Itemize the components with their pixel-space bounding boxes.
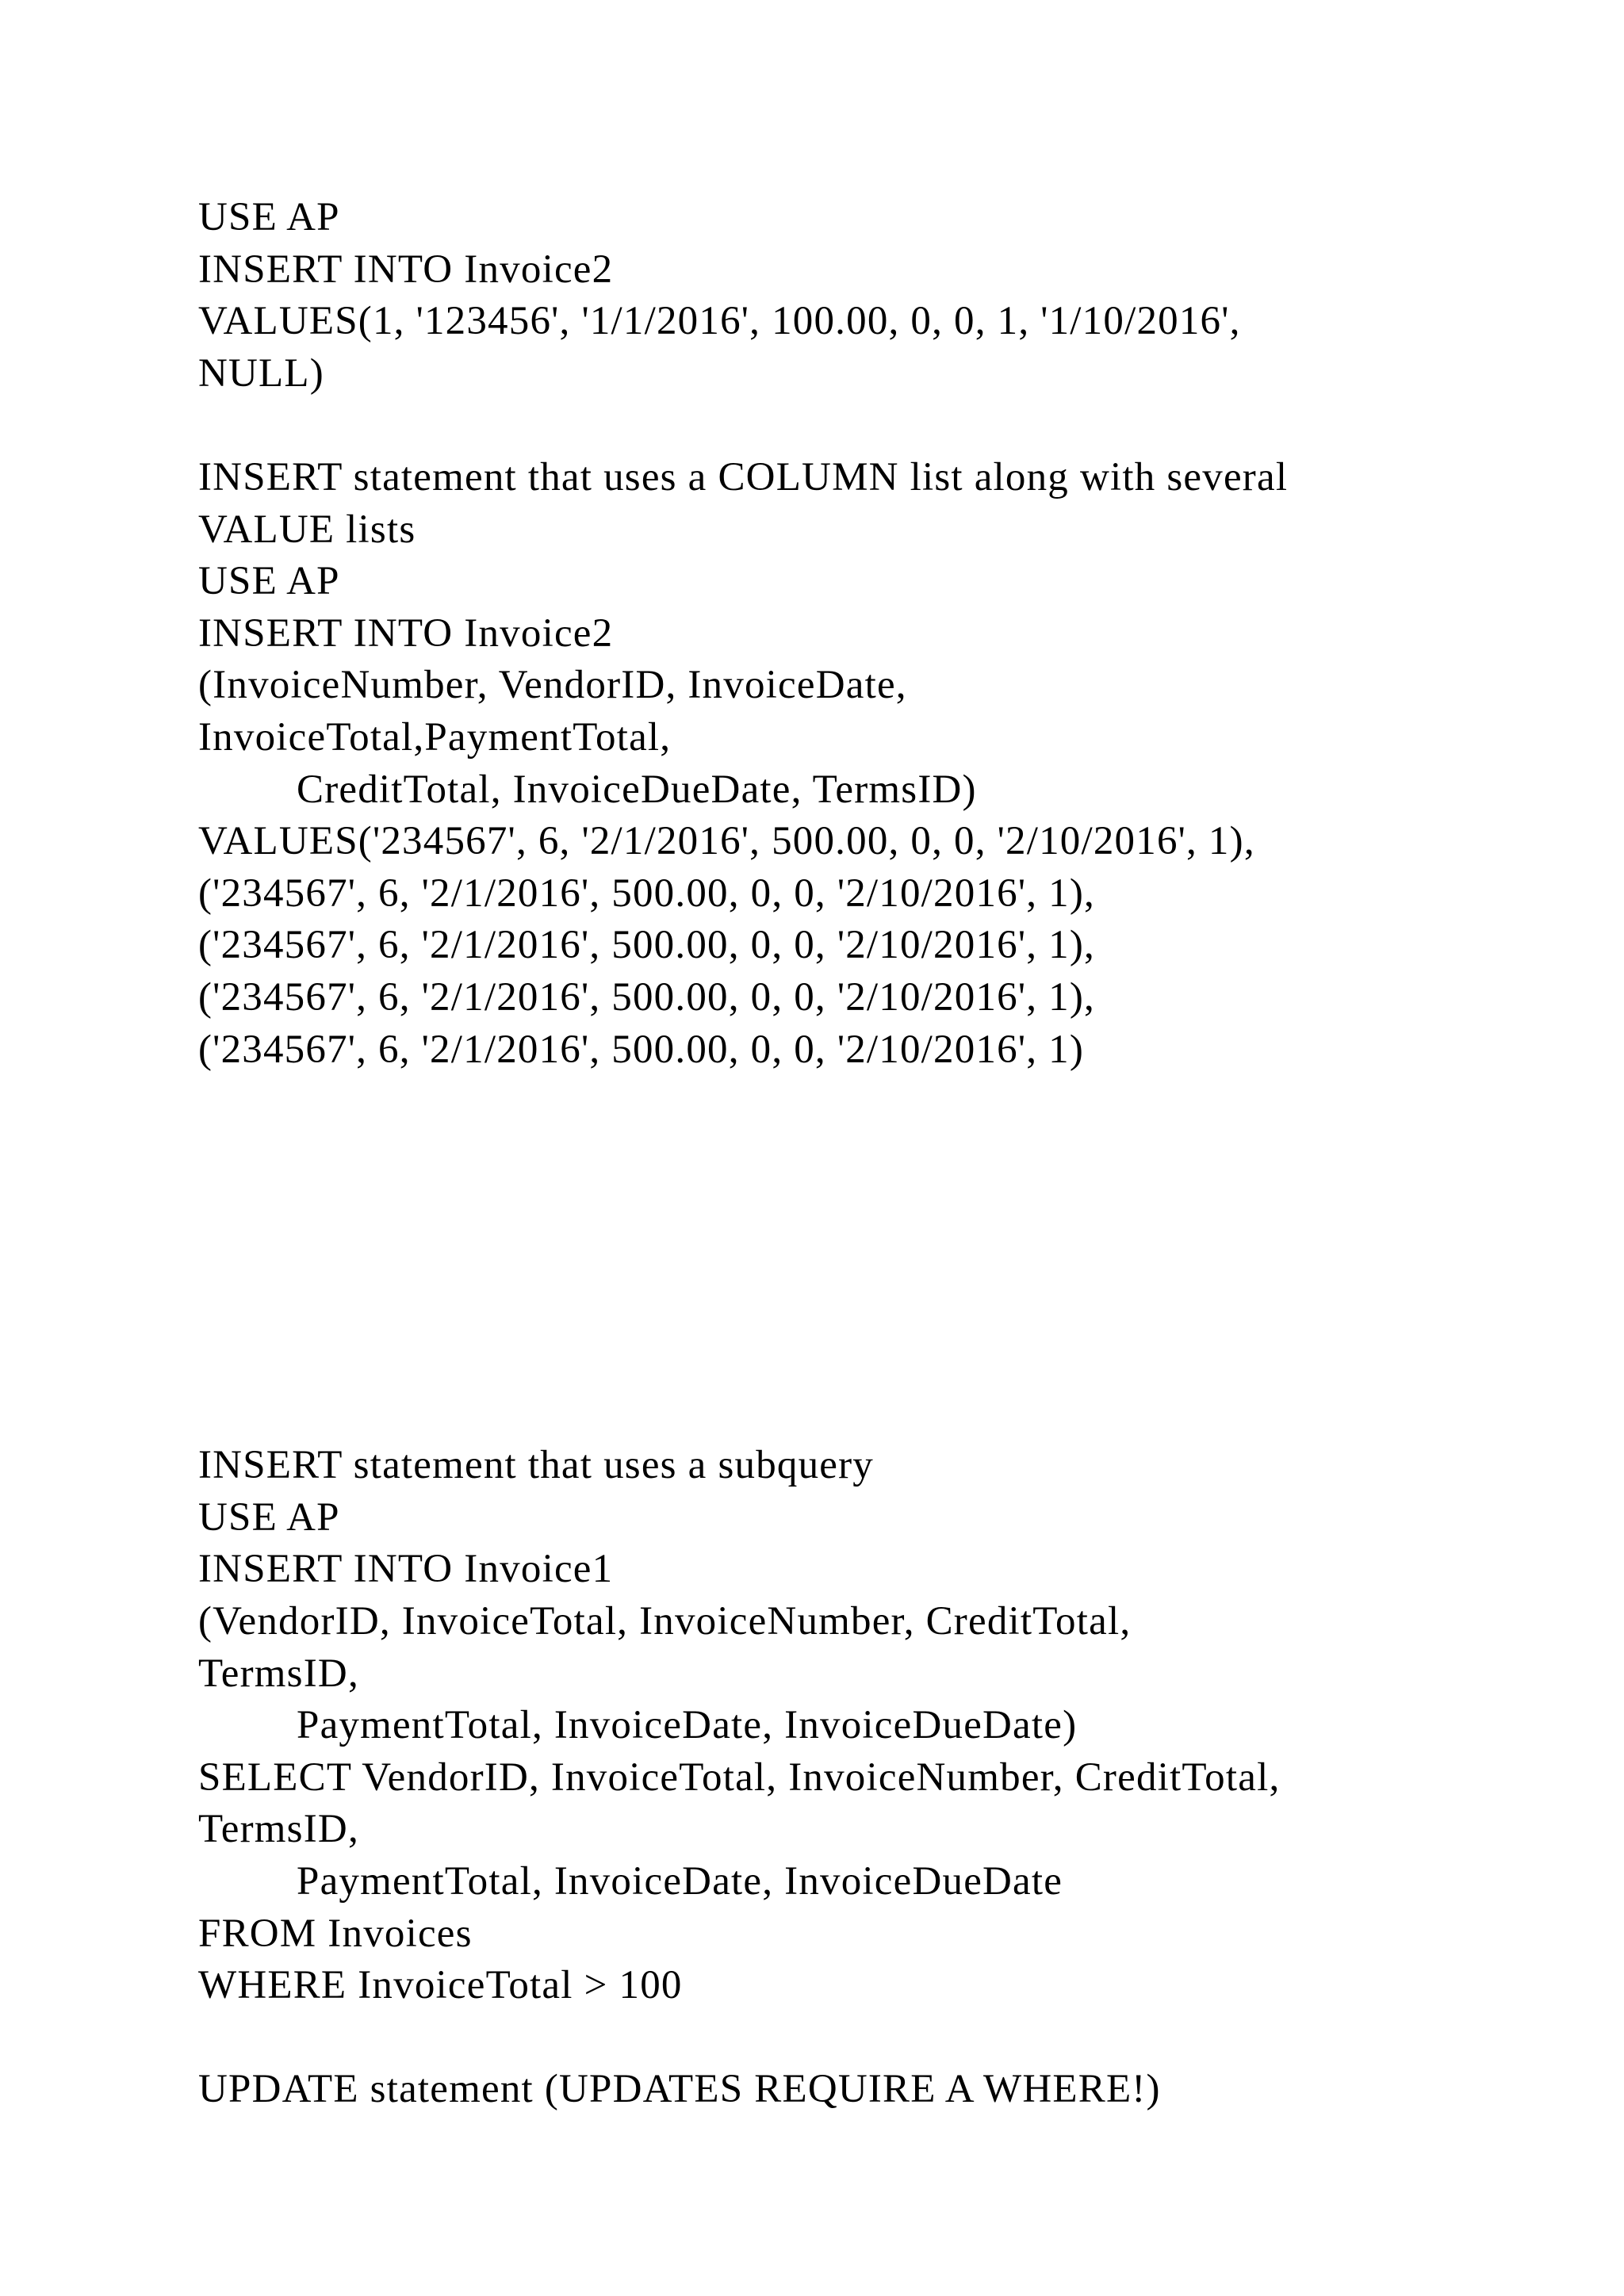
text-line: USE AP — [198, 1494, 340, 1540]
text-line: INSERT INTO Invoice2 — [198, 247, 614, 292]
text-line: INSERT statement that uses a COLUMN list along with several — [198, 454, 1289, 499]
text-line: INSERT INTO Invoice1 — [198, 1547, 614, 1592]
document-body — [198, 192, 1546, 2116]
blank-line — [198, 400, 1546, 452]
text-line: VALUES(1, '123456', '1/1/2016', 100.00, 0, 0, 1, '1/10/2016', — [198, 299, 1241, 344]
text-line: SELECT VendorID, InvoiceTotal, InvoiceNumber, CreditTotal, — [198, 1755, 1281, 1800]
blank-line — [198, 1284, 1546, 1336]
text-line: (InvoiceNumber, VendorID, InvoiceDate, — [198, 663, 907, 708]
text-line: (VendorID, InvoiceTotal, InvoiceNumber, CreditTotal, — [198, 1599, 1132, 1644]
text-line: ('234567', 6, '2/1/2016', 500.00, 0, 0, '2/10/2016', 1), — [198, 871, 1095, 916]
text-line: UPDATE statement (UPDATES REQUIRE A WHERE!) — [198, 2067, 1161, 2112]
text-line: USE AP — [198, 195, 340, 239]
text-line: USE AP — [198, 559, 340, 604]
text-line: ('234567', 6, '2/1/2016', 500.00, 0, 0, '2/10/2016', 1), — [198, 974, 1095, 1020]
text-line: INSERT INTO Invoice2 — [198, 610, 614, 656]
text-line: ('234567', 6, '2/1/2016', 500.00, 0, 0, '2/10/2016', 1), — [198, 923, 1095, 968]
text-line: TermsID, — [198, 1651, 359, 1696]
text-line: ('234567', 6, '2/1/2016', 500.00, 0, 0, '2/10/2016', 1) — [198, 1027, 1085, 1072]
blank-line — [198, 1388, 1546, 1441]
text-line: FROM Invoices — [198, 1911, 473, 1956]
text-line: VALUE lists — [198, 507, 416, 552]
text-line: INSERT statement that uses a subquery — [198, 1443, 875, 1488]
text-line: VALUES('234567', 6, '2/1/2016', 500.00, 0, 0, '2/10/2016', 1), — [198, 819, 1255, 864]
text-line: CreditTotal, InvoiceDueDate, TermsID) — [297, 767, 977, 812]
text-line: WHERE InvoiceTotal > 100 — [198, 1963, 683, 2008]
blank-line — [198, 1232, 1546, 1284]
text-line: PaymentTotal, InvoiceDate, InvoiceDueDate — [297, 1859, 1063, 1904]
blank-line — [198, 2012, 1546, 2064]
text-line: InvoiceTotal,PaymentTotal, — [198, 714, 672, 760]
blank-line — [198, 1180, 1546, 1232]
blank-line — [198, 1076, 1546, 1128]
text-line: NULL) — [198, 350, 324, 396]
text-line: TermsID, — [198, 1807, 359, 1852]
blank-line — [198, 1128, 1546, 1181]
text-line: PaymentTotal, InvoiceDate, InvoiceDueDate) — [297, 1703, 1078, 1748]
blank-line — [198, 1336, 1546, 1388]
